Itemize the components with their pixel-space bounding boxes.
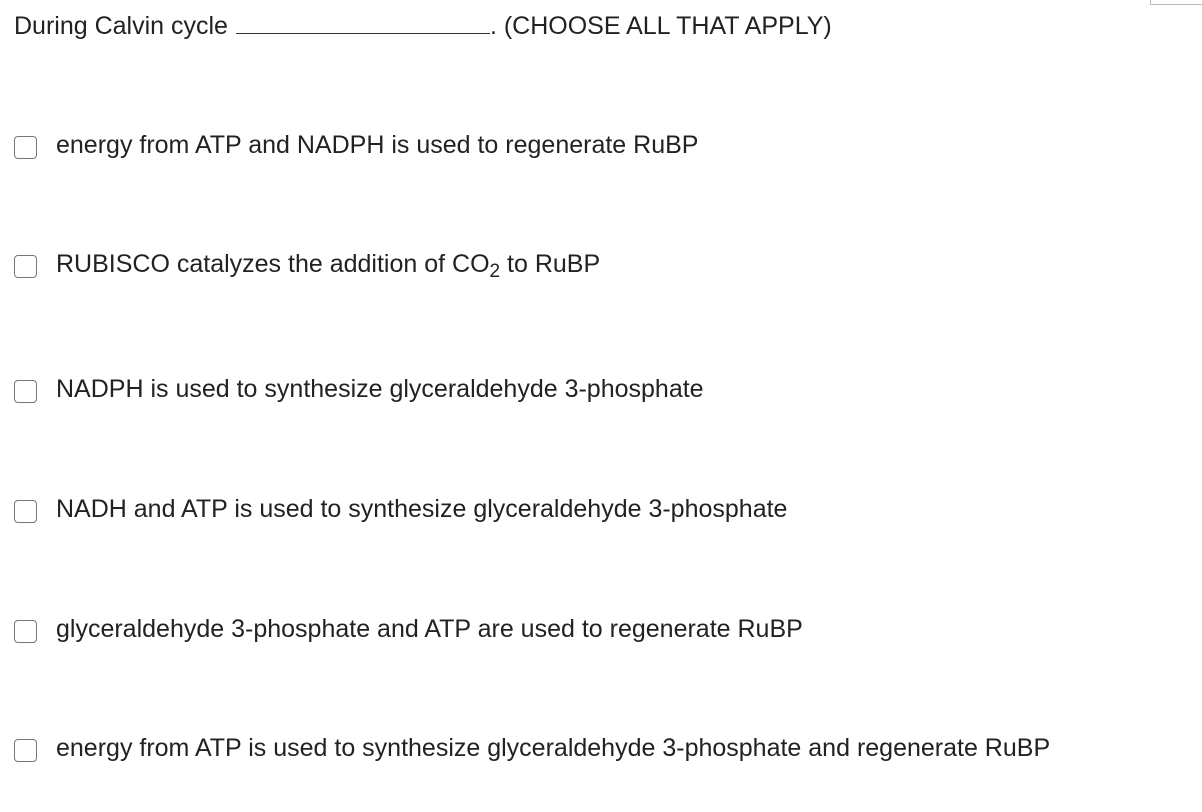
option-label-3: NADPH is used to synthesize glyceraldehyde 3-phosphate bbox=[56, 375, 704, 403]
option-label-2-subscript: 2 bbox=[489, 261, 501, 282]
checkbox-3[interactable] bbox=[14, 380, 37, 403]
window-corner-divider bbox=[1150, 0, 1202, 5]
answer-option-5[interactable] bbox=[14, 612, 803, 646]
option-label-6: energy from ATP is used to synthesize glyceraldehyde 3-phosphate and regenerate RuBP bbox=[56, 734, 1051, 762]
checkbox-4[interactable] bbox=[14, 500, 37, 523]
question-prefix: During Calvin cycle bbox=[14, 12, 228, 40]
option-label-2-after: to RuBP bbox=[500, 250, 601, 278]
option-label-2-before: RUBISCO catalyzes the addition of CO bbox=[56, 250, 490, 278]
option-label-1: energy from ATP and NADPH is used to regenerate RuBP bbox=[56, 131, 699, 159]
checkbox-5[interactable] bbox=[14, 620, 37, 643]
option-label-5: glyceraldehyde 3-phosphate and ATP are used to regenerate RuBP bbox=[56, 615, 803, 643]
checkbox-2[interactable] bbox=[14, 255, 37, 278]
answer-option-1[interactable] bbox=[14, 128, 698, 162]
answer-option-2[interactable] bbox=[14, 247, 600, 281]
checkbox-1[interactable] bbox=[14, 136, 37, 159]
answer-blank bbox=[236, 12, 490, 34]
option-label-2 bbox=[56, 248, 600, 280]
question-prompt bbox=[14, 10, 832, 42]
question-suffix: . (CHOOSE ALL THAT APPLY) bbox=[489, 12, 832, 40]
answer-option-6[interactable] bbox=[14, 731, 1050, 765]
answer-option-3[interactable] bbox=[14, 372, 704, 406]
option-label-4: NADH and ATP is used to synthesize glyceraldehyde 3-phosphate bbox=[56, 495, 788, 523]
answer-option-4[interactable] bbox=[14, 492, 787, 526]
checkbox-6[interactable] bbox=[14, 739, 37, 762]
